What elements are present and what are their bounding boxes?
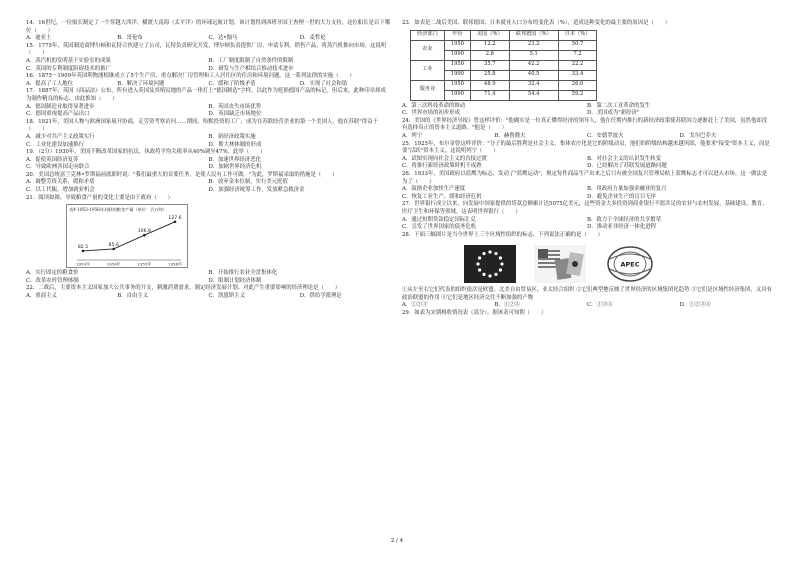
options [402,103,772,118]
option-d: D．麦哲伦 [299,35,326,42]
question-stem: 17．1887年，英国《商品法》公布，所有进入英国及其殖民地的产品一律打上"德国制造"字样，以此作为贬损德国产品的标记。但后来，此种印章却成为制作精良的标志。由此推知（ ） [26,88,386,102]
option-b: B．第二次工业革命的发生 [587,102,651,109]
nafta-flags-icon [534,245,586,283]
option-d: D．戈尔巴乔夫 [679,132,717,139]
question-24 [402,118,772,141]
grain-output-chart [66,204,188,268]
page-number: 2 / 4 [390,538,404,544]
option-c: C．安德罗波夫 [587,132,624,139]
left-column [26,20,391,301]
option-a: A．试图实现向社会主义的直接过渡 [402,155,487,162]
table-cell: 25.8 [470,70,509,80]
option-b: B．加速世界经济恶化 [208,156,261,163]
option-a: A．通过短期贷款稳定国际汇兑 [402,216,476,223]
table-header: 经济部门 [411,30,445,40]
option-d: D．①②③④ [679,302,711,309]
question-stem: 29．如表为宋朝税收情况表（部分）。据该表可知朝（ ） [402,310,547,317]
options [402,302,772,310]
question-26 [402,171,772,201]
option-c: C．恢复工业生产，缓和经济危机 [402,193,482,200]
table-cell: 7.2 [558,50,597,60]
question-21 [26,195,391,286]
option-a: A．鼓励企业加快生产速度 [402,186,466,193]
question-16 [26,73,391,88]
option-b: B．英国丧失市场优势 [208,103,261,110]
table-cell: 1950 [444,60,470,70]
table-cell: 50.7 [558,40,597,50]
question-23 [402,20,772,118]
option-d: D．推动亚非经济一体化进程 [587,224,657,231]
question-stem: 21．阅读如图，导致粮食产量的变化主要是由于政府（ ） [26,194,174,201]
option-d: D．斯大林体制的形成 [208,141,262,148]
statements: ①从左至右它们代表的组织依次是欧盟、北美自由贸易区、亚太经合组织 ②它们典型地反映了世界经济的区域集团化趋势 ③它们是区域性经济集团，又具有政治联盟的作用 ④它们是地区经济交往不断加强的产物 [402,287,772,301]
option-c: C．世界市场的初步形成 [402,110,461,117]
question-22 [26,285,391,300]
series-line [83,222,175,251]
question-18 [26,119,391,149]
option-d: D．供给学派理论 [299,293,342,300]
table-cell: 12.2 [470,40,509,50]
options [402,156,772,171]
question-stem: 25．1925年，布尔金曾这样评价："分子的最后胜利是社会主义，集体农庄化是它的阶级动员，他们的阶级结构越来越巩固，他要求"接受"资本主义，而是要"活跃"资本主义。这说明列宁（ ） [402,140,770,155]
table-header: 美国（%） [470,30,509,40]
options [26,134,391,149]
table-row [411,80,597,90]
option-b: B．开始推行农业全盘集体化 [208,270,278,277]
table-cell: 59.2 [558,90,597,100]
data-label: 82.5 [77,245,89,251]
option-c: C．缓和了阶级矛盾 [208,80,256,87]
option-b: B．放弃金本位制，实行美元贬值 [208,179,288,186]
option-c: C．①③④ [587,302,613,309]
question-stem: 23．如表是二战后美国、联邦德国、日本就业人口分布的变化表（%），造成这种变化的最主要的原因是（ ） [402,20,671,26]
option-a: A．减少对共产主义政策实行 [26,133,95,140]
question-29 [402,310,772,318]
option-d: D．实现了社会和谐 [299,80,348,87]
option-b: B．工厂制度限制了自然条件的限制 [208,57,294,64]
table-cell: 33.4 [558,70,597,80]
option-b: B．①②④ [494,302,521,309]
question-stem: 20．美国总统富兰克林•罗斯福前就职时说："我们最重大的首要任务，是使人民有工作可做。"为此，罗斯福采取的措施是（ ） [26,171,338,178]
option-b: B．新经济政策实施 [208,133,256,140]
table-cell: 1990 [444,70,470,80]
question-14 [26,20,391,43]
table-row [411,40,597,50]
option-c: C．改革农村管理体制 [26,277,79,284]
table-cell: 1990 [444,90,470,100]
option-d: D．美国成为"新经济" [587,110,640,117]
option-a: A．提高了工人地位 [26,80,74,87]
table-cell: 工业 [411,60,445,80]
option-d: D．加剧世界经济危机 [208,164,262,171]
option-a: A．重商主义 [26,293,57,300]
table-cell: 32.4 [509,80,558,90]
question-stem: 15．1775年，英国制造商博尔顿和瓦特合伙建立了公司，瓦特负责研究开发，博尔顿负责提供厂房、申请专利、销售产品，将蒸汽机推向市场。这说明（ ） [26,42,387,57]
option-d: D．限制计划经济体制 [208,277,262,284]
table-cell: 2.8 [470,50,509,60]
x-tick-label: 1955年 [137,261,152,267]
option-b: B．哥伦布 [117,35,143,42]
question-17 [26,88,391,118]
table-cell: 35.7 [470,60,509,70]
table-cell: 26.6 [558,80,597,90]
question-27 [402,201,772,231]
option-d: D．研发与生产相结合推动技术进步 [208,65,294,72]
table-header: 日本（%） [558,30,597,40]
table-cell: 1990 [444,50,470,60]
option-a: A．实行固定的粮食价 [26,270,79,277]
question-stem: 18．1921年，美国人物与欧洲国家展开协商，走劳资考察访问……期间，哈默投资的工厂，成为在苏联经营企业的第一个美国人，他在苏联"得益于（ ） [26,118,378,133]
logo-row [464,245,772,283]
options [26,293,391,301]
chart-title: 表4 1953-1956年苏联的粮食产量（单位：百万吨） [69,207,167,213]
table-header: 联邦德国（%） [509,30,558,40]
question-20 [26,172,391,195]
option-c: C．引发了世界国家的债务危机 [402,224,477,231]
question-stem: 24．美国的《世界经济导报》曾这样评价："他确实是一位真正懂得经济的领导人，他在任期内推行的新经济政策使苏联国力逐渐赶上了美国，虽然他却没有选择真正的资本主义道路。"他是（ ） [402,117,768,132]
chart-svg [67,205,187,267]
eu-logo [464,245,516,283]
eu-flag-icon [464,245,516,283]
options [26,58,391,73]
apec-globe-icon [604,245,656,283]
table-cell: 服务业 [411,80,445,100]
option-c: C．达•伽马 [208,35,238,42]
option-b: B．解决了环境问题 [117,80,165,87]
data-label: 127.6 [168,216,182,222]
table-cell: 22.2 [558,60,597,70]
apec-logo [604,245,656,283]
options [26,104,391,119]
option-a: A．列宁 [402,132,423,139]
x-tick-label: 1956年 [168,261,182,267]
option-d: D．加强经济统筹工作，发放紧急救济金 [208,187,305,194]
option-a: A．德国制造业取得显著进步 [26,103,95,110]
table-cell: 71.4 [470,90,509,100]
option-b: B．致力于全球经济的共享繁荣 [587,216,662,223]
option-d: D．避免企业生产的盲目无序 [587,193,657,200]
table-header: 年份 [444,30,470,40]
option-b: B．对社会主义的认识发生转变 [587,155,662,162]
option-a: A．①②③ [402,302,428,309]
question-stem: 28．下面三幅图片是当今世界上三个区域性组织的标志，下列说法正确的是（ ） [402,231,603,238]
question-stem: 19．（2分）1930年，美国不断改革国家的抗议，执政将平均关税率从40%调至47%，此举（ ） [26,149,266,156]
option-d: D．英国缺乏市场地位 [208,111,262,118]
option-c: C．将推行新经济政策时机不成熟 [402,163,482,170]
data-point [143,234,146,237]
data-point [174,221,177,224]
table-row [411,60,597,70]
option-c: C．德国重视提高产品出口 [26,111,90,118]
x-tick-label: 1953年 [76,261,90,267]
apec-label: APEC [620,260,640,269]
option-a: A．调整劳资关系，缓和矛盾 [26,179,95,186]
table-header-row [411,30,597,40]
option-c: C．凯恩斯主义 [208,293,245,300]
table-cell: 48.9 [470,80,509,90]
table-cell: 54.4 [509,90,558,100]
question-15 [26,43,391,73]
question-stem: 22．二战后，主要资本主义国家加大公共事务的开支，刺激消费需求，制定经济发展计划。对此产生重要影响的经济理论是（ ） [26,285,341,292]
table-cell: 42.2 [509,60,558,70]
option-c: C．以工代赈，增加就业机会 [26,187,95,194]
option-a: A．蒸汽机的发明基于实验室的成果 [26,57,111,64]
option-b: B．用政府力量加强金融业的复兴 [587,186,667,193]
options [402,186,772,201]
options [26,157,391,172]
x-tick-label: 1954年 [106,261,121,267]
options [26,179,391,194]
options [402,217,772,232]
options [26,35,391,43]
table-cell: 1950 [444,40,470,50]
question-stem: 26．1933年，美国政府以蓝鹰为标志，发动了"蓝鹰运动"，规定每件商品生产出来之后只有被全国复兴管理局贴上蓝鹰标志才可以进入市场。这一做法是为了（ ） [402,170,768,185]
table-cell: 农业 [411,40,445,60]
options [402,133,772,141]
option-b: B．自由主义 [117,293,149,300]
question-stem: 14．16世纪，一位船长制定了一个穿越大西洋、横渡大南海（太平洋）的环球远航计划，该计划得到西班牙国王查理一世的大力支持，这位船长是以下哪位（ ） [26,20,391,34]
option-c: C．英国的专利制度阻碍技术的推广 [26,65,111,72]
table-cell: 5.1 [509,50,558,60]
data-point [112,248,115,251]
table-cell: 23.2 [509,40,558,50]
options [26,270,391,285]
option-a: A．促使英国经济复苏 [26,156,79,163]
employment-table [410,30,597,101]
nafta-logo [534,245,586,283]
question-19 [26,149,391,172]
option-c: C．工业化建设加速推行 [26,141,85,148]
table-cell: 40.5 [509,70,558,80]
data-label: 85.6 [108,243,119,249]
question-stem: 16．1875－1909年英国利物浦相继成立了5个生产房，重点解决厂房管理和工人居住区的住房和环境问题。这一系列法律的实施（ ） [26,73,355,80]
data-label: 106.8 [137,229,151,235]
question-28 [402,232,772,310]
right-column [402,20,772,318]
option-a: A．迪亚士 [26,35,52,42]
question-stem: 27．世界银行成立以来，向发展中国家提供的贷款总额累计达5075亿美元，这些资金大多投资到商业银行不愿涉足的农业与农村发展、基础建设、教育、医疗卫生和环保等领域。这表明世界银行（ ） [402,201,768,215]
question-25 [402,141,772,171]
table-cell: 1950 [444,80,470,90]
option-c: C．导致欧洲各国走向联合 [26,164,90,171]
option-b: B．赫鲁晓夫 [494,132,526,139]
option-d: D．已经解决了苏联发展道路问题 [587,163,667,170]
data-point [82,250,85,253]
option-a: A．第三次科技革命的推动 [402,102,466,109]
